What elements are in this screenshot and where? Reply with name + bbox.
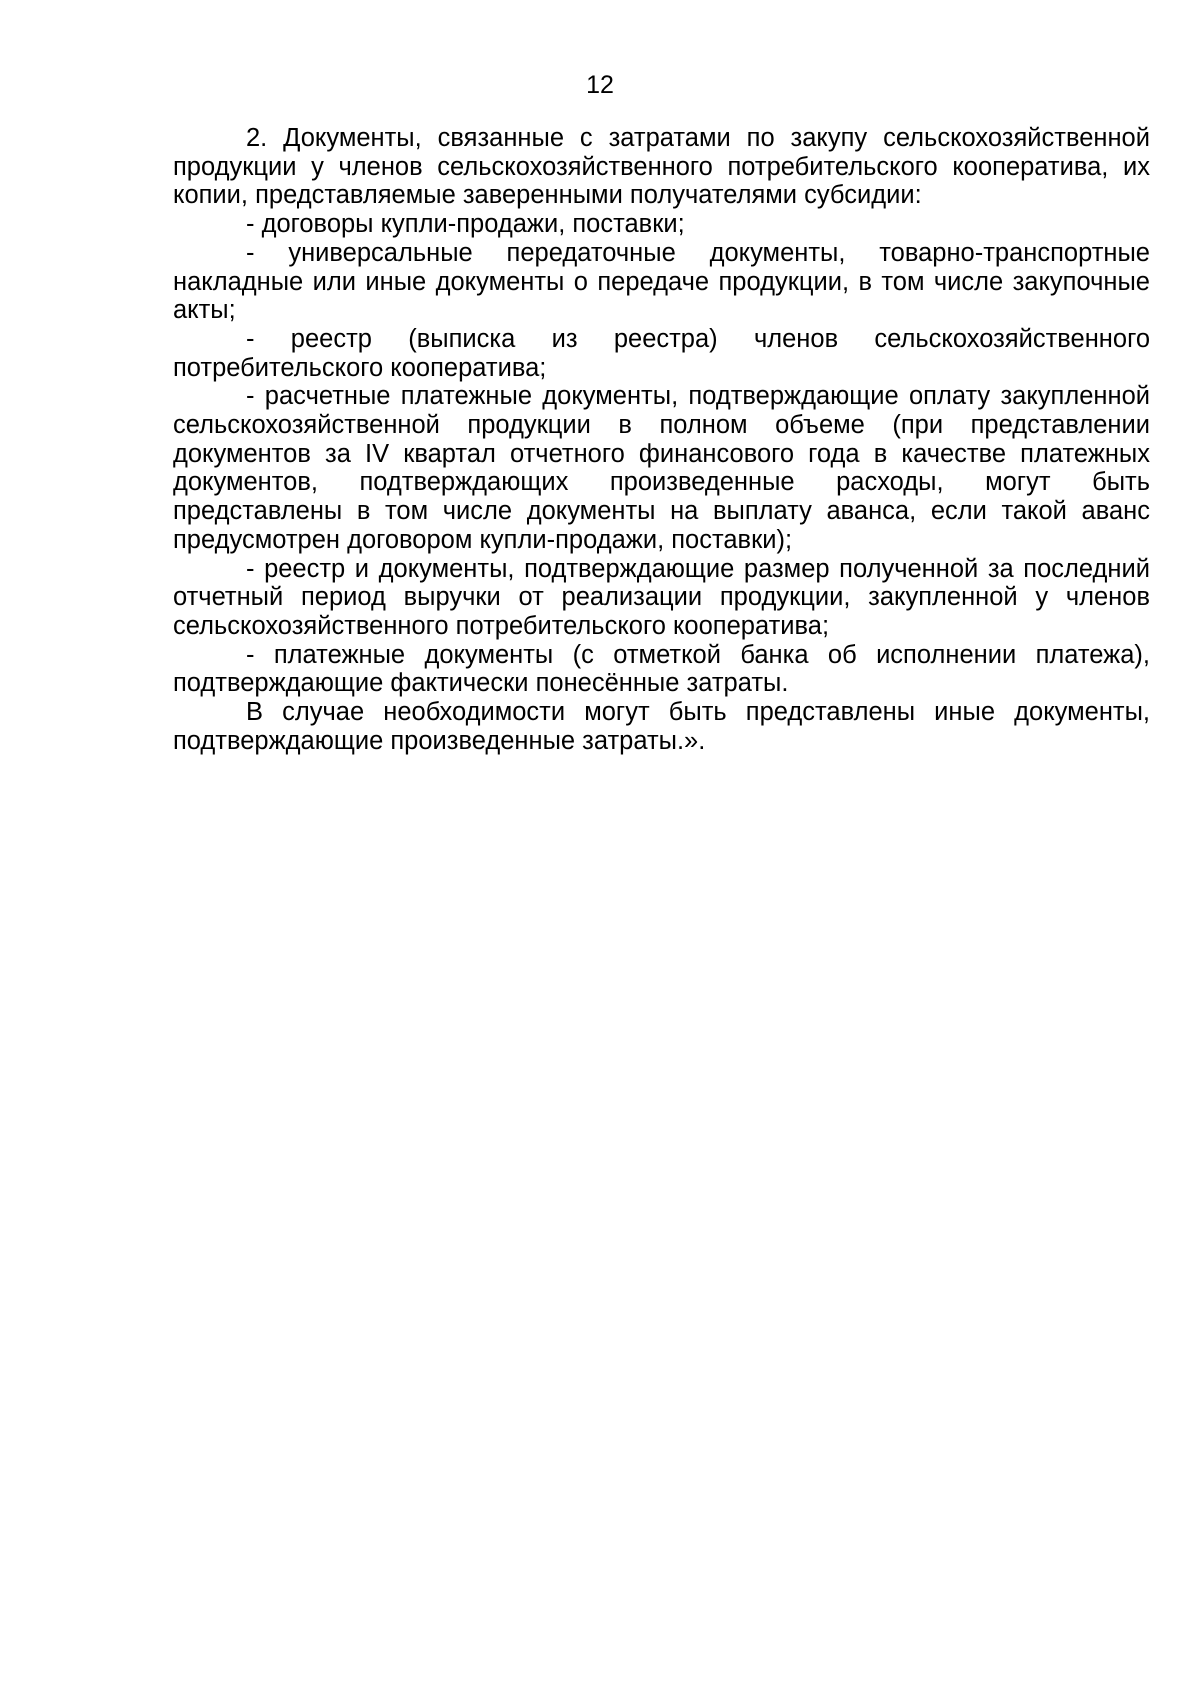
list-item-contracts: - договоры купли-продажи, поставки; — [246, 210, 685, 239]
list-item-members-register: - реестр (выписка из реестра) членов сельскохозяйственного потребительского кооператива; — [173, 324, 1150, 382]
paragraph-other-documents: В случае необходимости могут быть представлены иные документы, подтверждающие произведенные затраты.». — [173, 698, 1150, 755]
list-item-payment-documents: - расчетные платежные документы, подтверждающие оплату закупленной сельскохозяйственной продукции в полном объеме (при представлении документов за IV квартал отчетного финансового года в качестве платежных документов, подтверждающих произведенные расходы, могут быть представлены в том числе документы на выплату аванса, если такой аванс предусмотрен договором купли-продажи, поставки); — [173, 382, 1150, 554]
paragraph-documents-intro: 2. Документы, связанные с затратами по закупу сельскохозяйственной продукции у членов сельскохозяйственного потребительского кооператива, их копии, представляемые заверенными получателями субсидии: — [173, 124, 1150, 210]
page-number: 12 — [586, 71, 614, 99]
document-body — [173, 124, 1150, 755]
list-item-bank-payment-documents: - платежные документы (с отметкой банка об исполнении платежа), подтверждающие фактически понесённые затраты. — [173, 640, 1150, 698]
list-item-revenue-register: - реестр и документы, подтверждающие размер полученной за последний отчетный период выручки от реализации продукции, закупленной у членов сельскохозяйственного потребительского кооператива; — [173, 554, 1150, 640]
list-item-transfer-documents: - универсальные передаточные документы, товарно-транспортные накладные или иные документы о передаче продукции, в том числе закупочные акты; — [173, 238, 1150, 325]
